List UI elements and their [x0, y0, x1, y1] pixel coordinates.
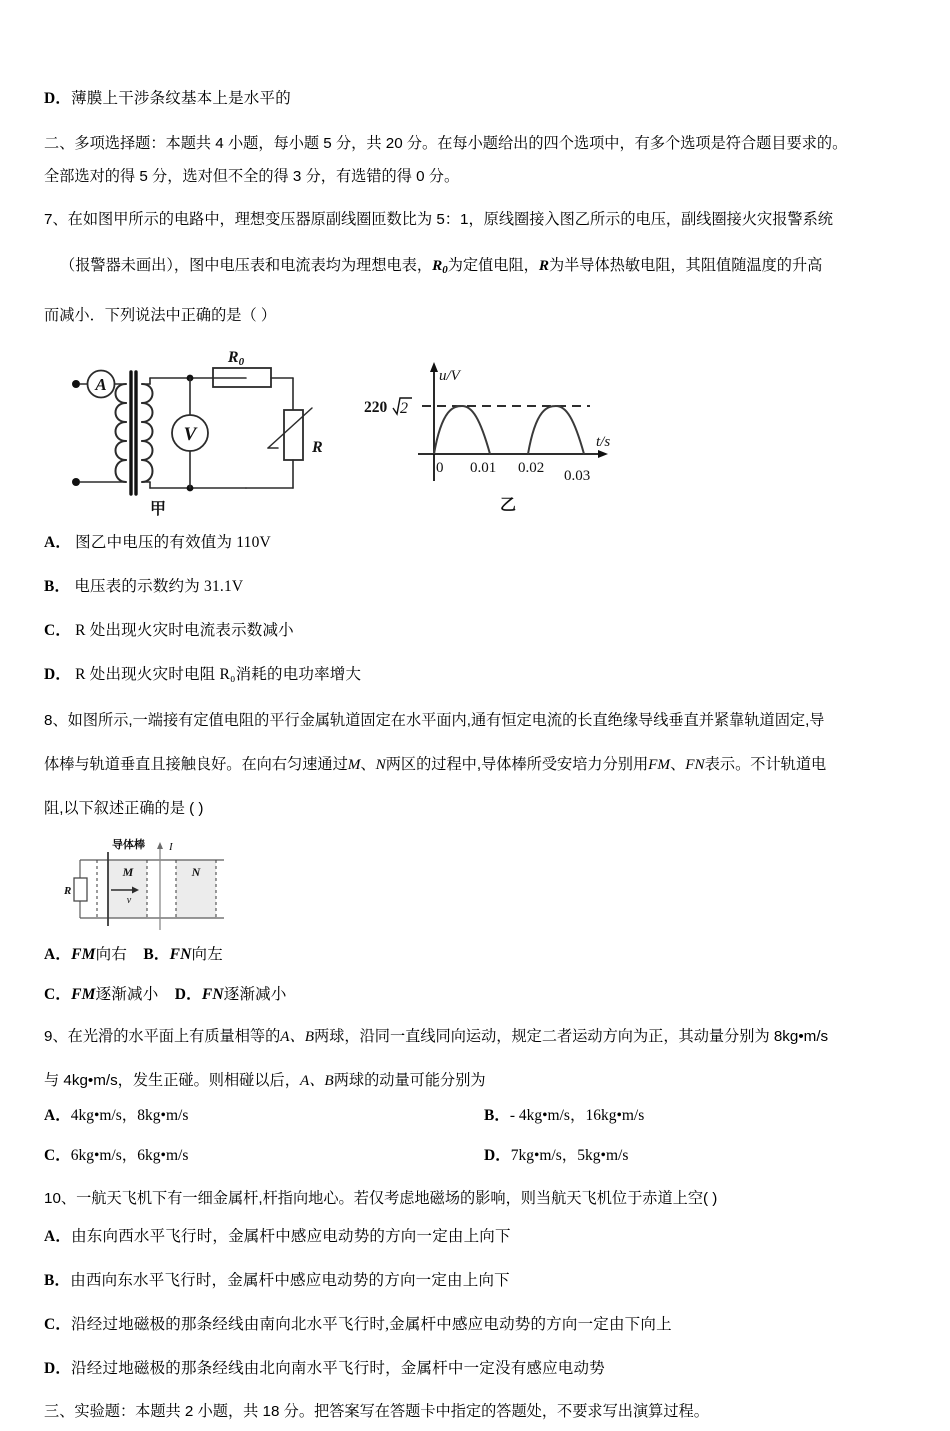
question-9 [44, 1020, 920, 1170]
question-9-options [44, 1102, 920, 1170]
question-7-symbol-r0: R [432, 257, 443, 274]
question-9-option-d-text: 7kg•m/s，5kg•m/s [510, 1147, 629, 1165]
ammeter-label: A [95, 375, 107, 395]
question-7-option-c-text: R 处出现火灾时电流表示数减小 [75, 622, 294, 640]
question-7-option-a-label: A． [44, 534, 72, 552]
question-8-symbol-n: N [375, 756, 386, 774]
question-9-option-b-text: - 4kg•m/s，16kg•m/s [509, 1107, 645, 1125]
page-content-column [44, 84, 920, 1431]
section-three-heading [44, 1398, 920, 1425]
question-10-number: 10、 [44, 1190, 77, 1208]
section-two-line-2: 全部选对的得 5 分，选对但不全的得 3 分，有选错的得 0 分。 [44, 168, 460, 185]
xtick-label-002: 0.02 [518, 460, 545, 477]
question-9-stem-text-1b: 两球，沿同一直线同向运动，规定二者运动方向为正，其动量分别为 8kg•m/s [314, 1028, 829, 1046]
xtick-label-0: 0 [436, 460, 444, 477]
conductor-rod-label: 导体棒 [112, 839, 145, 852]
region-n-label: N [191, 865, 201, 880]
question-7-stem-line-2 [44, 248, 920, 288]
question-10-option-b[interactable] [44, 1266, 920, 1296]
question-9-option-d[interactable] [484, 1142, 904, 1170]
question-7-stem-line-3 [44, 298, 920, 334]
question-9-number: 9、 [44, 1028, 68, 1046]
question-7-stem-text-2a: （报警器未画出），图中电压表和电流表均为理想电表， [60, 257, 433, 274]
question-8-figure [50, 834, 265, 934]
question-7-option-a[interactable] [44, 528, 920, 558]
question-9-option-d-label: D． [484, 1147, 511, 1165]
question-10-stem-text: 一航天飞机下有一细金属杆,杆指向地心。若仅考虑地磁场的影响，则当航天飞机位于赤道上空( ) [76, 1190, 718, 1208]
figure-caption-yi: 乙 [499, 497, 517, 515]
question-9-options-row-1 [44, 1102, 920, 1130]
question-8-options-row-1 [44, 940, 920, 970]
xtick-label-003: 0.03 [564, 468, 591, 485]
question-10-option-a[interactable] [44, 1222, 920, 1252]
question-7 [44, 202, 920, 690]
x-axis-label: t/s [596, 434, 611, 451]
question-7-option-c-label: C． [44, 622, 72, 640]
question-9-option-b-label: B． [484, 1107, 510, 1125]
question-8-stem-sep-2: 、 [670, 756, 686, 774]
resistor-label: R [64, 885, 72, 898]
question-10-option-d-text: 沿经过地磁极的那条经线由北向南水平飞行时，金属杆中一定没有感应电动势 [71, 1360, 605, 1378]
question-10 [44, 1182, 920, 1384]
question-10-option-c-text: 沿经过地磁极的那条经线由南向北水平飞行时,金属杆中感应电动势的方向一定由下向上 [71, 1316, 672, 1334]
resistor-r0-label: R0 [227, 349, 245, 369]
figure-caption-jia: 甲 [149, 501, 167, 519]
question-9-stem-text-1a: 在光滑的水平面上有质量相等的 [67, 1028, 281, 1046]
question-9-option-a-text: 4kg•m/s，8kg•m/s [70, 1107, 189, 1125]
question-7-stem-line-1 [44, 202, 920, 238]
thermistor-box [284, 410, 303, 460]
xtick-label-001: 0.01 [470, 460, 497, 477]
question-7-symbol-r0-sub: 0 [442, 264, 448, 277]
velocity-label: v [126, 895, 132, 907]
question-10-stem [44, 1182, 920, 1216]
question-10-option-d[interactable] [44, 1354, 920, 1384]
question-7-figure-svg [50, 348, 620, 518]
voltmeter-label: V [183, 424, 197, 446]
question-9-option-c[interactable] [44, 1142, 484, 1170]
question-7-stem-text-3: 而减小．下列说法中正确的是（ ） [44, 307, 277, 325]
question-9-option-c-label: C． [44, 1147, 71, 1165]
question-7-option-d[interactable] [44, 660, 920, 690]
question-9-stem-line-2 [44, 1064, 920, 1098]
question-7-option-b-text: 电压表的示数约为 31.1V [74, 578, 244, 596]
y-axis-label: u/V [439, 368, 460, 385]
question-8 [44, 704, 920, 1010]
question-8-options-row-2 [44, 980, 920, 1010]
question-8-stem-sep-1: 、 [360, 756, 376, 774]
carryover-option-d-text: 薄膜上干涉条纹基本上是水平的 [71, 90, 291, 107]
question-8-option-b-text[interactable]: 向左 [191, 946, 223, 964]
question-10-option-a-label: A． [44, 1228, 72, 1246]
question-9-option-a-label: A． [44, 1107, 71, 1125]
question-8-stem-text-2c: 两区的过程中,导体棒所受安培力分别用 [385, 756, 649, 774]
question-8-option-c-label: C． [44, 986, 72, 1004]
question-8-option-b-label: B． [143, 946, 170, 964]
question-7-symbol-r: R [538, 257, 549, 274]
question-8-symbol-fn: FN [685, 756, 705, 774]
question-8-option-c-symbol: FM [71, 986, 96, 1004]
question-10-options [44, 1222, 920, 1384]
question-8-option-a-symbol: FM [71, 946, 96, 964]
svg-text:2: 2 [400, 400, 408, 418]
peak-value-label: 220 [364, 399, 388, 417]
question-9-stem-text-2b: 两球的动量可能分别为 [333, 1072, 486, 1090]
question-7-figure [50, 348, 620, 518]
question-8-option-d-label: D． [174, 986, 202, 1004]
question-10-option-b-label: B． [44, 1272, 71, 1290]
question-7-options [44, 528, 920, 690]
section-two-heading [44, 130, 920, 190]
question-9-stem-text-2a: 与 4kg•m/s，发生正碰。则相碰以后， [44, 1072, 300, 1090]
question-8-option-d-symbol: FN [201, 986, 224, 1004]
question-8-stem-line-3 [44, 792, 920, 826]
question-7-option-a-text: 图乙中电压的有效值为 110V [75, 534, 271, 552]
current-label: I [169, 841, 173, 854]
question-8-symbol-m: M [347, 756, 361, 774]
thermistor-label: R [312, 439, 323, 457]
question-9-option-b[interactable] [484, 1102, 904, 1130]
question-9-stem-line-1 [44, 1020, 920, 1054]
question-8-stem-line-2 [44, 748, 920, 782]
question-8-symbol-fm: FM [648, 756, 671, 774]
question-9-option-c-text: 6kg•m/s，6kg•m/s [70, 1147, 189, 1165]
resistor-box [74, 878, 87, 901]
question-9-symbol-ab-1: A、B [280, 1028, 315, 1046]
section-three-text: 三、实验题：本题共 2 小题，共 18 分。把答案写在答题卡中指定的答题处，不要求写出演算过程。 [44, 1403, 709, 1421]
section-two-line-1: 二、多项选择题：本题共 4 小题，每小题 5 分，共 20 分。在每小题给出的四个选项中，有多个选项是符合题目要求的。 [44, 135, 848, 152]
question-10-option-c-label: C． [44, 1316, 72, 1334]
terminal-dot-top [72, 380, 80, 388]
terminal-dot-bottom [72, 478, 80, 486]
question-7-option-d-text: R 处出现火灾时电阻 R₀消耗的电功率增大 [75, 666, 362, 684]
question-8-stem-line-1 [44, 704, 920, 738]
question-8-stem-text-1: 如图所示,一端接有定值电阻的平行金属轨道固定在水平面内,通有恒定电流的长直绝缘导线垂直并紧靠轨道固定,导 [67, 712, 825, 730]
region-m-label: M [122, 865, 134, 880]
question-8-option-b-symbol: FN [169, 946, 192, 964]
question-8-option-c-text[interactable]: 逐渐减小 [95, 986, 159, 1004]
question-8-stem-text-3: 阻,以下叙述正确的是 ( ) [44, 800, 204, 818]
question-10-option-c[interactable] [44, 1310, 920, 1340]
question-8-stem-text-2a: 体棒与轨道垂直且接触良好。在向右匀速通过 [44, 756, 348, 774]
question-8-option-d-text[interactable]: 逐渐减小 [223, 986, 287, 1004]
question-7-stem-text-2c: 为半导体热敏电阻，其阻值随温度的升高 [548, 257, 823, 274]
question-7-option-b-label: B． [44, 578, 71, 596]
question-10-option-b-text: 由西向东水平飞行时，金属杆中感应电动势的方向一定由上向下 [70, 1272, 510, 1290]
question-8-option-a-label: A． [44, 946, 72, 964]
question-10-option-d-label: D． [44, 1360, 72, 1378]
question-9-options-row-2 [44, 1142, 920, 1170]
question-9-symbol-ab-2: A、B [299, 1072, 334, 1090]
question-7-option-c[interactable] [44, 616, 920, 646]
question-7-stem-text-2b: 为定值电阻， [447, 257, 539, 274]
question-8-options [44, 940, 920, 1010]
question-8-option-a-text[interactable]: 向右 [95, 946, 128, 964]
question-7-stem-text-1: 在如图甲所示的电路中，理想变压器原副线圈匝数比为 5：1，原线圈接入图乙所示的电压，副线圈接火灾报警系统 [67, 211, 833, 228]
question-8-figure-svg [50, 834, 265, 934]
question-7-option-b[interactable] [44, 572, 920, 602]
question-8-stem-text-2e: 表示。不计轨道电 [704, 756, 827, 774]
question-8-number: 8、 [44, 712, 68, 730]
question-7-option-d-label: D． [44, 666, 72, 684]
carryover-option-d [44, 84, 920, 114]
question-9-option-a[interactable] [44, 1102, 484, 1130]
question-7-number: 7、 [44, 211, 68, 228]
carryover-option-d-label: D． [44, 90, 72, 107]
question-10-option-a-text: 由东向西水平飞行时，金属杆中感应电动势的方向一定由上向下 [71, 1228, 511, 1246]
